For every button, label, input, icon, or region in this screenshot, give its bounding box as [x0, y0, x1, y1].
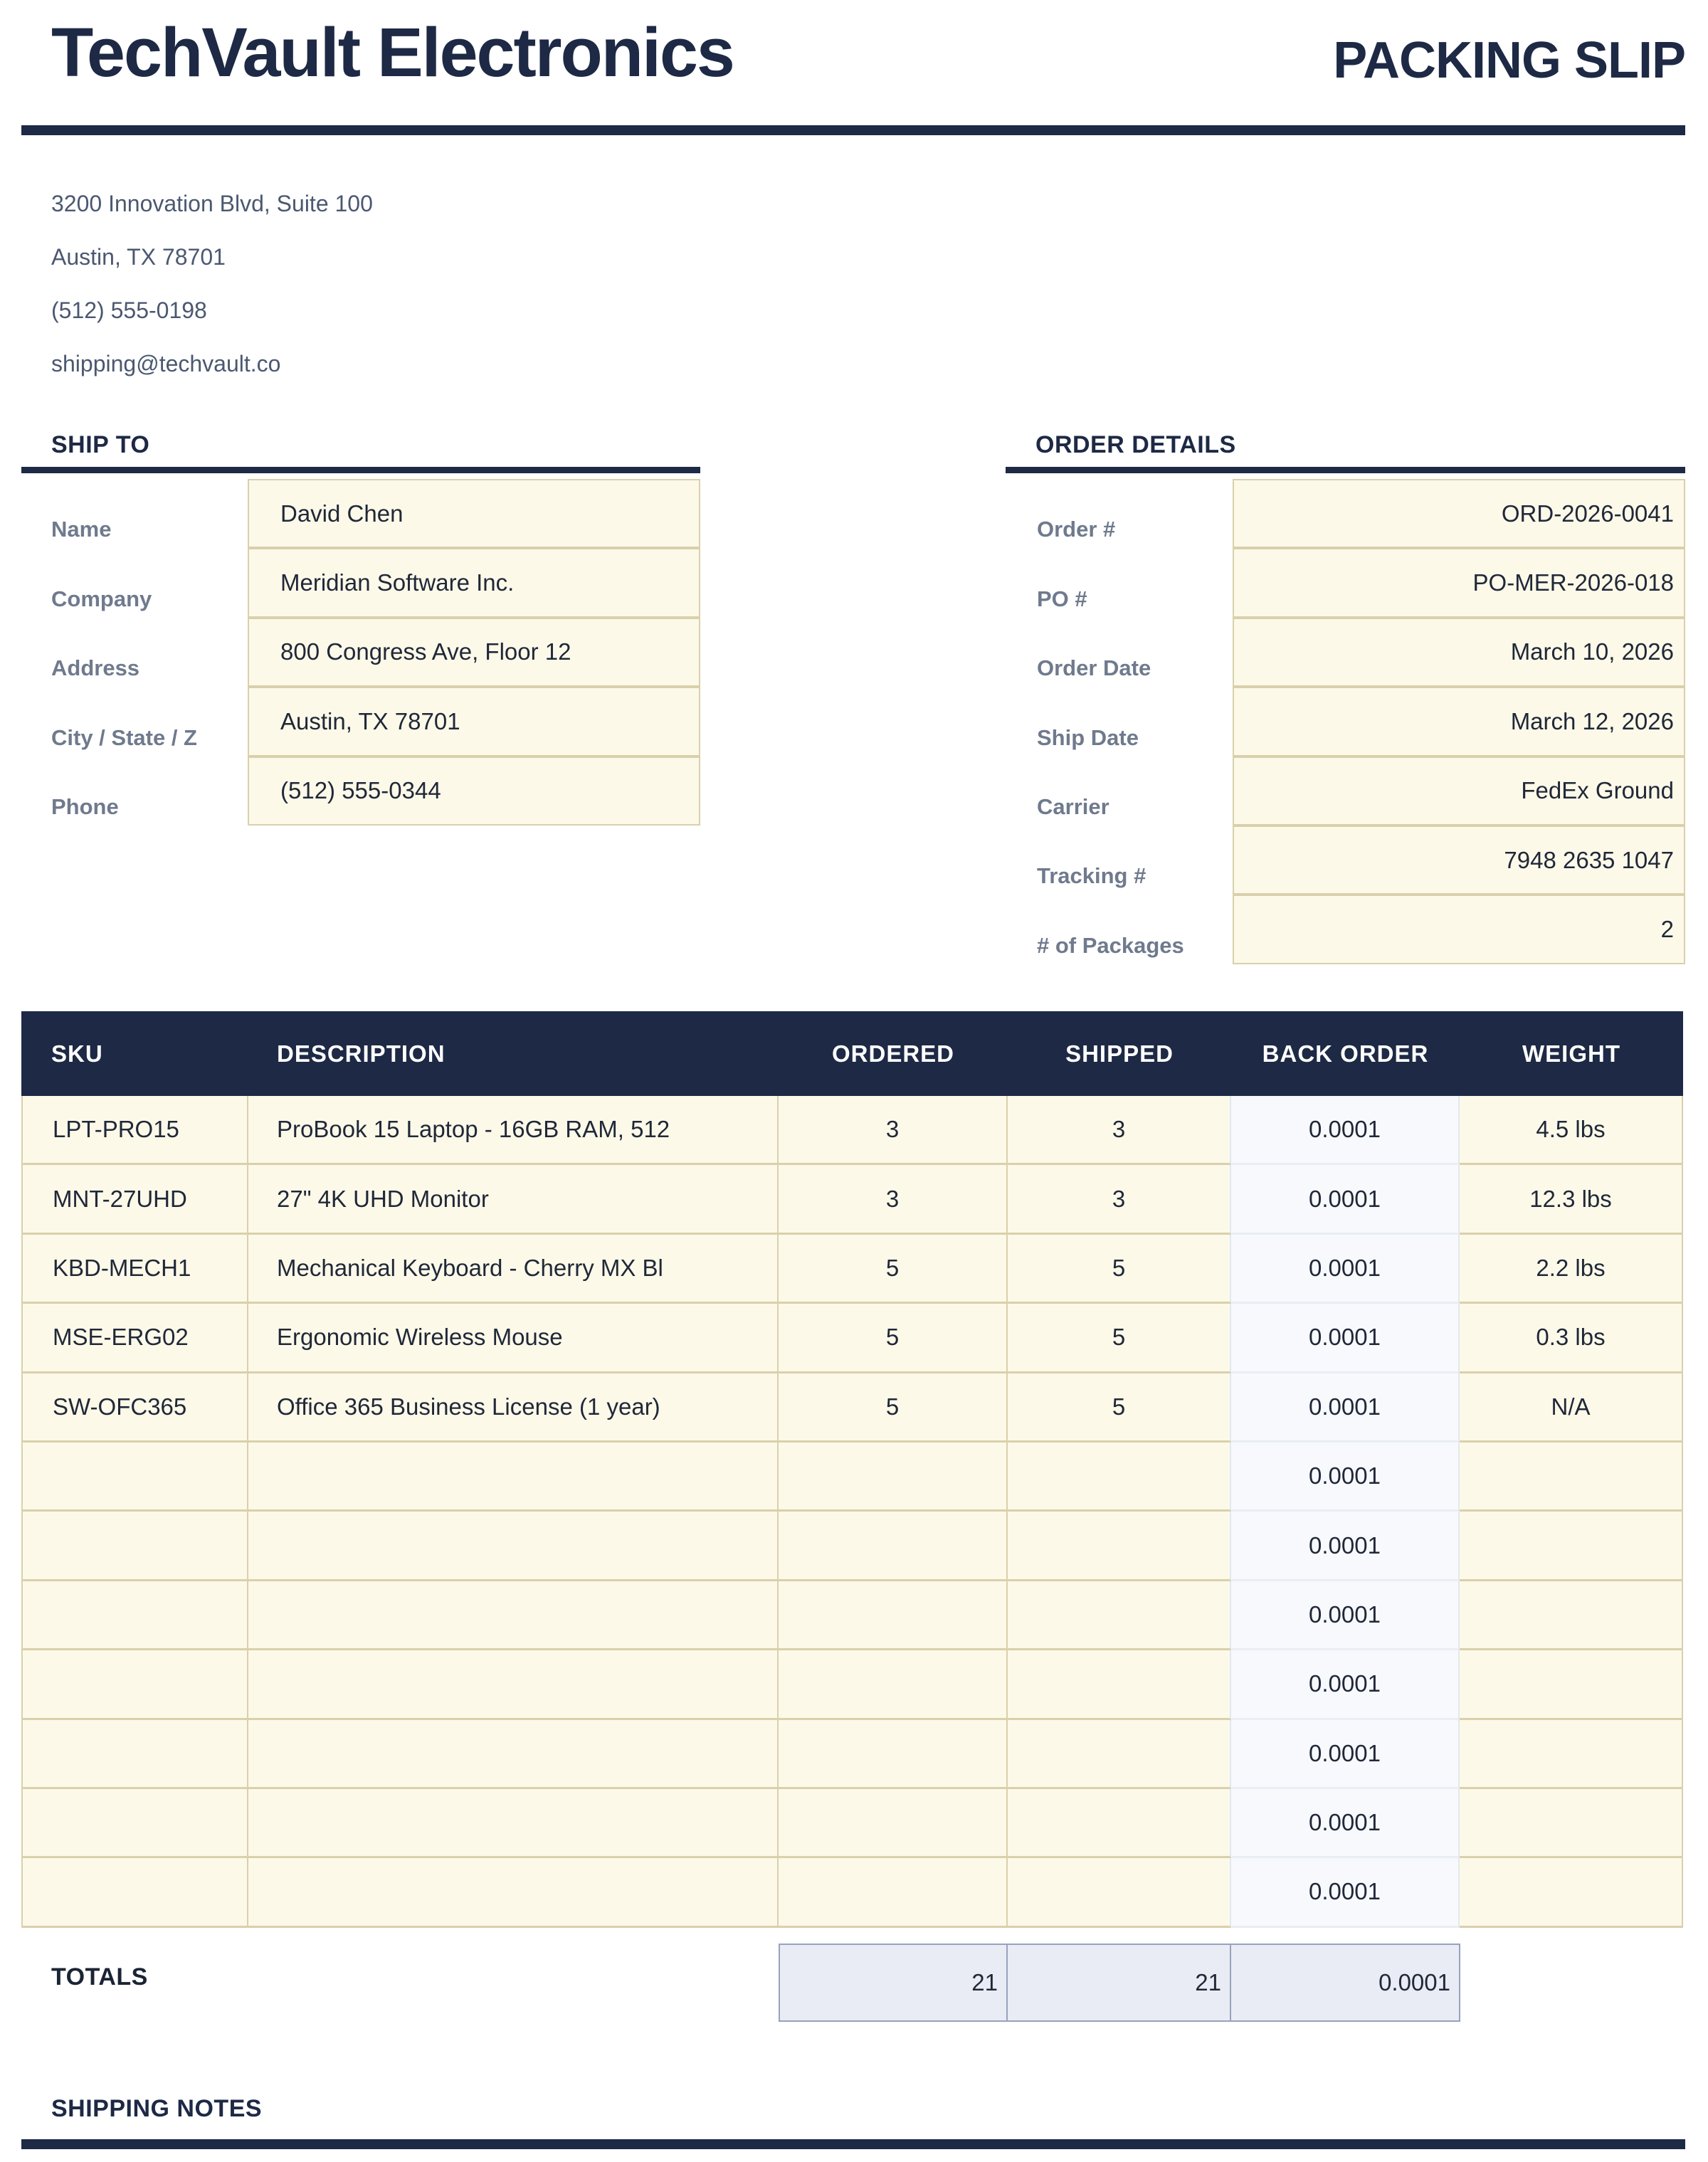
order-details-field-value-cell[interactable]: ORD-2026-0041 [1233, 479, 1685, 548]
ship-to-field-value-cell[interactable]: Austin, TX 78701 [248, 687, 700, 756]
cell-back-order[interactable]: 0.0001 [1231, 1443, 1460, 1512]
cell-back-order[interactable]: 0.0001 [1231, 1581, 1460, 1650]
ship-to-row [21, 618, 700, 687]
order-details-row [1006, 548, 1685, 617]
cell-shipped[interactable]: 3 [1008, 1165, 1231, 1234]
ship-to-field-label: Phone [51, 793, 119, 819]
company-address-line: Austin, TX 78701 [51, 244, 226, 270]
order-details-field-value-cell[interactable]: 2 [1233, 895, 1685, 964]
header-divider [21, 125, 1685, 135]
cell-sku[interactable] [21, 1858, 248, 1927]
order-details-field-value-cell[interactable]: FedEx Ground [1233, 756, 1685, 826]
cell-description[interactable] [248, 1720, 779, 1789]
cell-weight[interactable] [1460, 1720, 1683, 1789]
ship-to-field-label: City / State / Z [51, 724, 197, 750]
column-header-description: DESCRIPTION [277, 1040, 446, 1067]
cell-shipped[interactable] [1008, 1443, 1231, 1512]
cell-ordered[interactable]: 5 [779, 1235, 1008, 1304]
cell-weight[interactable]: N/A [1460, 1373, 1683, 1443]
order-details-field-label: Ship Date [1037, 724, 1139, 750]
cell-description[interactable] [248, 1512, 779, 1581]
cell-sku[interactable]: MSE-ERG02 [21, 1304, 248, 1373]
cell-weight[interactable] [1460, 1581, 1683, 1650]
cell-sku[interactable]: SW-OFC365 [21, 1373, 248, 1443]
order-details-section [1006, 423, 1685, 964]
totals-ordered-cell: 21 [779, 1944, 1008, 2022]
ship-to-field-value-cell[interactable]: 800 Congress Ave, Floor 12 [248, 618, 700, 687]
cell-weight[interactable]: 12.3 lbs [1460, 1165, 1683, 1234]
order-details-field-label: PO # [1037, 586, 1087, 611]
cell-description[interactable]: ProBook 15 Laptop - 16GB RAM, 512 [248, 1096, 779, 1165]
company-address-line: 3200 Innovation Blvd, Suite 100 [51, 191, 373, 216]
table-row [21, 1858, 1683, 1927]
document-title: PACKING SLIP [1333, 32, 1685, 89]
order-details-field-value-cell[interactable]: March 10, 2026 [1233, 618, 1685, 687]
cell-ordered[interactable]: 3 [779, 1165, 1008, 1234]
ship-to-field-value-cell[interactable]: David Chen [248, 479, 700, 548]
cell-description[interactable]: Ergonomic Wireless Mouse [248, 1304, 779, 1373]
cell-ordered[interactable] [779, 1650, 1008, 1719]
cell-shipped[interactable] [1008, 1650, 1231, 1719]
cell-shipped[interactable] [1008, 1789, 1231, 1858]
cell-ordered[interactable]: 3 [779, 1096, 1008, 1165]
items-table-body [21, 1096, 1683, 1928]
cell-ordered[interactable] [779, 1858, 1008, 1927]
order-details-field-value-cell[interactable]: 7948 2635 1047 [1233, 826, 1685, 895]
column-header-ordered: ORDERED [831, 1040, 955, 1067]
ship-to-row [21, 756, 700, 826]
column-header-back-order: BACK ORDER [1262, 1040, 1429, 1067]
order-details-field-label: Order # [1037, 517, 1116, 542]
cell-shipped[interactable]: 5 [1008, 1304, 1231, 1373]
cell-weight[interactable] [1460, 1858, 1683, 1927]
company-name: TechVault Electronics [51, 14, 734, 91]
cell-sku[interactable]: LPT-PRO15 [21, 1096, 248, 1165]
cell-back-order[interactable]: 0.0001 [1231, 1165, 1460, 1234]
company-address-line: shipping@techvault.co [51, 351, 281, 376]
cell-weight[interactable] [1460, 1650, 1683, 1719]
ship-to-field-label: Company [51, 586, 152, 611]
order-details-row [1006, 895, 1685, 964]
ship-to-field-value-cell[interactable]: (512) 555-0344 [248, 756, 700, 826]
ship-to-row [21, 479, 700, 548]
column-header-shipped: SHIPPED [1065, 1040, 1174, 1067]
cell-description[interactable] [248, 1650, 779, 1719]
cell-description[interactable]: Office 365 Business License (1 year) [248, 1373, 779, 1443]
order-details-row [1006, 618, 1685, 687]
order-details-field-label: Order Date [1037, 655, 1151, 681]
table-row [21, 1235, 1683, 1304]
cell-back-order[interactable]: 0.0001 [1231, 1512, 1460, 1581]
cell-shipped[interactable] [1008, 1512, 1231, 1581]
shipping-notes-title: SHIPPING NOTES [51, 2095, 263, 2122]
totals-shipped-cell: 21 [1006, 1944, 1231, 2022]
order-details-row [1006, 479, 1685, 548]
order-details-row [1006, 687, 1685, 756]
items-table [21, 1011, 1683, 1928]
cell-sku[interactable] [21, 1581, 248, 1650]
cell-weight[interactable]: 2.2 lbs [1460, 1235, 1683, 1304]
cell-ordered[interactable] [779, 1789, 1008, 1858]
ship-to-rows [21, 479, 700, 826]
cell-weight[interactable] [1460, 1443, 1683, 1512]
cell-back-order[interactable]: 0.0001 [1231, 1789, 1460, 1858]
column-header-weight: WEIGHT [1522, 1040, 1620, 1067]
cell-back-order[interactable]: 0.0001 [1231, 1720, 1460, 1789]
cell-description[interactable]: 27" 4K UHD Monitor [248, 1165, 779, 1234]
totals-back-order-cell: 0.0001 [1230, 1944, 1460, 2022]
cell-sku[interactable] [21, 1443, 248, 1512]
cell-description[interactable] [248, 1789, 779, 1858]
cell-weight[interactable] [1460, 1512, 1683, 1581]
ship-to-row [21, 687, 700, 756]
cell-sku[interactable]: MNT-27UHD [21, 1165, 248, 1234]
company-address-line: (512) 555-0198 [51, 297, 207, 323]
column-header-sku: SKU [51, 1040, 103, 1067]
items-table-header [21, 1011, 1683, 1096]
cell-shipped[interactable] [1008, 1581, 1231, 1650]
cell-sku[interactable] [21, 1650, 248, 1719]
cell-shipped[interactable]: 3 [1008, 1096, 1231, 1165]
cell-back-order[interactable]: 0.0001 [1231, 1858, 1460, 1927]
cell-description[interactable] [248, 1581, 779, 1650]
table-row [21, 1165, 1683, 1234]
cell-weight[interactable]: 4.5 lbs [1460, 1096, 1683, 1165]
table-row [21, 1650, 1683, 1719]
cell-back-order[interactable]: 0.0001 [1231, 1096, 1460, 1165]
shipping-notes-divider [21, 2139, 1685, 2149]
ship-to-section [21, 423, 700, 826]
cell-description[interactable] [248, 1858, 779, 1927]
ship-to-row [21, 548, 700, 617]
cell-ordered[interactable]: 5 [779, 1304, 1008, 1373]
order-details-title: ORDER DETAILS [1035, 431, 1236, 458]
ship-to-field-label: Name [51, 517, 112, 542]
cell-back-order[interactable]: 0.0001 [1231, 1304, 1460, 1373]
totals-label: TOTALS [51, 1963, 148, 1990]
cell-shipped[interactable]: 5 [1008, 1235, 1231, 1304]
cell-description[interactable] [248, 1443, 779, 1512]
order-details-row [1006, 826, 1685, 895]
cell-back-order[interactable]: 0.0001 [1231, 1373, 1460, 1443]
cell-ordered[interactable] [779, 1720, 1008, 1789]
cell-sku[interactable] [21, 1789, 248, 1858]
cell-description[interactable]: Mechanical Keyboard - Cherry MX Bl [248, 1235, 779, 1304]
table-row [21, 1581, 1683, 1650]
order-details-row [1006, 756, 1685, 826]
cell-back-order[interactable]: 0.0001 [1231, 1650, 1460, 1719]
cell-back-order[interactable]: 0.0001 [1231, 1235, 1460, 1304]
table-row [21, 1720, 1683, 1789]
cell-sku[interactable] [21, 1720, 248, 1789]
table-row [21, 1443, 1683, 1512]
cell-ordered[interactable] [779, 1512, 1008, 1581]
cell-shipped[interactable] [1008, 1720, 1231, 1789]
order-details-divider [1006, 467, 1685, 473]
ship-to-field-label: Address [51, 655, 140, 681]
cell-sku[interactable]: KBD-MECH1 [21, 1235, 248, 1304]
order-details-field-label: Tracking # [1037, 863, 1146, 889]
order-details-field-label: Carrier [1037, 793, 1109, 819]
cell-shipped[interactable]: 5 [1008, 1373, 1231, 1443]
ship-to-title: SHIP TO [51, 431, 150, 458]
order-details-field-value-cell[interactable]: March 12, 2026 [1233, 687, 1685, 756]
order-details-rows [1006, 479, 1685, 964]
cell-sku[interactable] [21, 1512, 248, 1581]
order-details-field-value-cell[interactable]: PO-MER-2026-018 [1233, 548, 1685, 617]
cell-ordered[interactable]: 5 [779, 1373, 1008, 1443]
cell-shipped[interactable] [1008, 1858, 1231, 1927]
table-row [21, 1304, 1683, 1373]
company-address [51, 177, 373, 391]
ship-to-divider [21, 467, 700, 473]
ship-to-field-value-cell[interactable]: Meridian Software Inc. [248, 548, 700, 617]
table-row [21, 1512, 1683, 1581]
cell-weight[interactable] [1460, 1789, 1683, 1858]
cell-ordered[interactable] [779, 1581, 1008, 1650]
order-details-field-label: # of Packages [1037, 932, 1184, 958]
cell-ordered[interactable] [779, 1443, 1008, 1512]
table-row [21, 1789, 1683, 1858]
table-row [21, 1096, 1683, 1165]
table-row [21, 1373, 1683, 1443]
cell-weight[interactable]: 0.3 lbs [1460, 1304, 1683, 1373]
